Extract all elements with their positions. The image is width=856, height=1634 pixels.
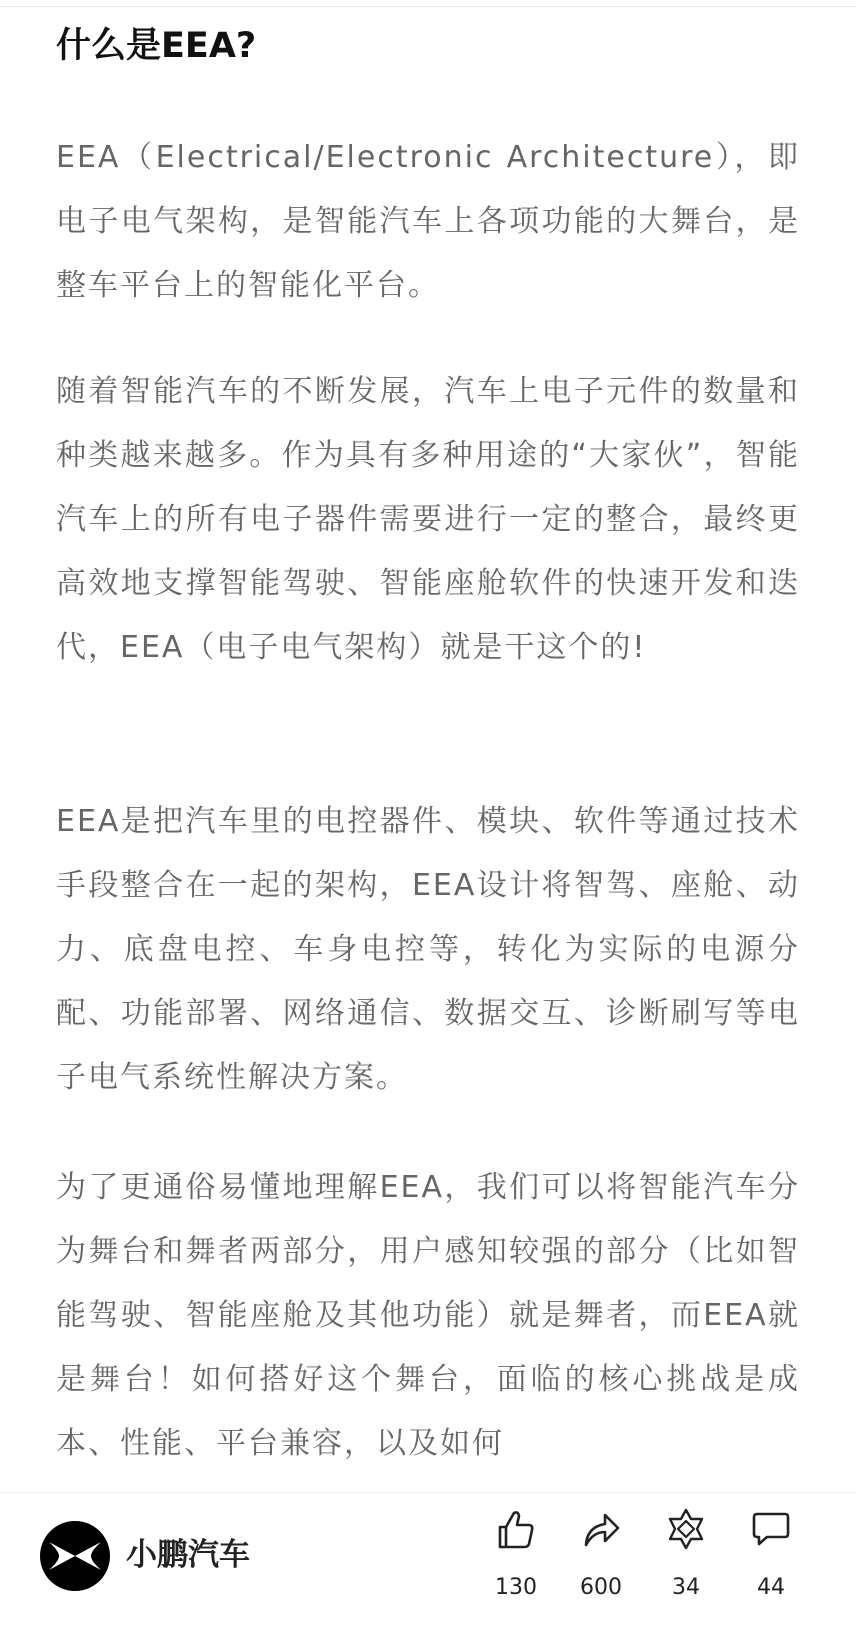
star-badge-icon: [666, 1507, 706, 1551]
comment-button[interactable]: [739, 1507, 803, 1617]
comment-count: 44: [757, 1575, 785, 1600]
comment-bubble-icon: [751, 1507, 791, 1551]
article-heading: 什么是EEA?: [56, 26, 257, 66]
share-count: 600: [580, 1575, 622, 1600]
thumbs-up-icon: [496, 1507, 536, 1551]
article-paragraph: 为了更通俗易懂地理解EEA，我们可以将智能汽车分为舞台和舞者两部分，用户感知较强的部分（比如智能驾驶、智能座舱及其他功能）就是舞者，而EEA就是舞台！如何搭好这个舞台，面临的核心挑战是成本、性能、平台兼容，以及如何: [56, 1170, 800, 1461]
bottom-action-bar: [0, 1492, 856, 1634]
like-count: 130: [495, 1575, 537, 1600]
article-paragraph: EEA是把汽车里的电控器件、模块、软件等通过技术手段整合在一起的架构，EEA设计将智驾、座舱、动力、底盘电控、车身电控等，转化为实际的电源分配、功能部署、网络通信、数据交互、诊断刷写等电子电气系统性解决方案。: [56, 804, 800, 1095]
article-body: [56, 0, 800, 1492]
xpeng-logo-icon[interactable]: [40, 1521, 110, 1591]
share-arrow-icon: [581, 1507, 621, 1551]
share-button[interactable]: [569, 1507, 633, 1617]
collect-count: 34: [672, 1575, 700, 1600]
collect-button[interactable]: [654, 1507, 718, 1617]
author-name[interactable]: 小鹏汽车: [126, 1537, 250, 1573]
like-button[interactable]: [484, 1507, 548, 1617]
article-paragraph: 随着智能汽车的不断发展，汽车上电子元件的数量和种类越来越多。作为具有多种用途的“大家伙”，智能汽车上的所有电子器件需要进行一定的整合，最终更高效地支撑智能驾驶、智能座舱软件的快速开发和迭代，EEA（电子电气架构）就是干这个的!: [56, 374, 800, 665]
article-paragraph: EEA（Electrical/Electronic Architecture），即电子电气架构，是智能汽车上各项功能的大舞台，是整车平台上的智能化平台。: [56, 140, 800, 303]
